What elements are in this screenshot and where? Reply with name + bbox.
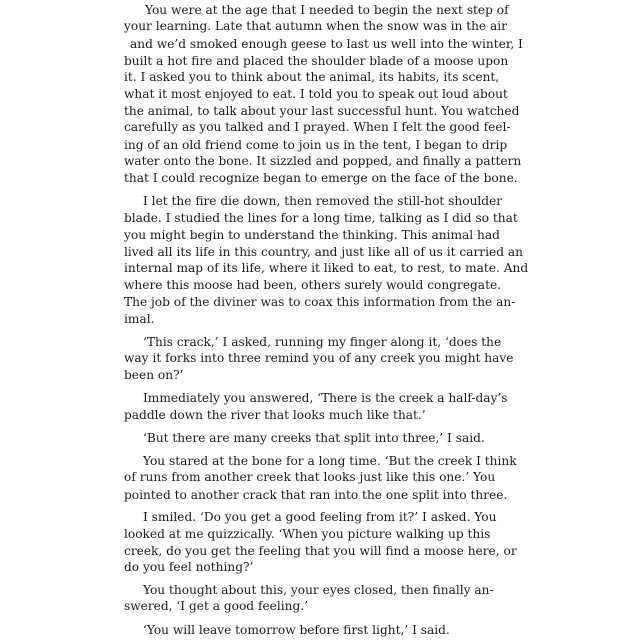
text-line: ‘This crack,’ I asked, running my finger along it, ‘does the bbox=[143, 334, 502, 349]
text-line: where this moose had been, others surely would congregate. bbox=[124, 278, 502, 293]
text-line: The job of the diviner was to coax this information from the an- bbox=[124, 294, 516, 309]
text-line: been on?’ bbox=[124, 368, 184, 383]
text-line: lived all its life in this country, and just like all of us it carried an bbox=[124, 244, 523, 259]
text-line: do you feel nothing?’ bbox=[124, 560, 254, 575]
text-line: You thought about this, your eyes closed, then finally an- bbox=[143, 583, 494, 597]
text-line: I smiled. ‘Do you get a good feeling from it?’ I asked. You bbox=[143, 510, 497, 525]
text-line: I let the fire die down, then removed the still-hot shoulder bbox=[143, 193, 503, 208]
text-line: the animal, to talk about your last successful hunt. You watched bbox=[124, 103, 520, 118]
text-line: it. I asked you to think about the animal, its habits, its scent, bbox=[124, 70, 500, 85]
text-line: ing of an old friend come to join us in the tent, I began to drip bbox=[124, 137, 508, 152]
text-line: that I could recognize began to emerge on the face of the bone. bbox=[124, 171, 518, 186]
text-line: imal. bbox=[124, 312, 155, 326]
text-line: you might begin to understand the thinking. This animal had bbox=[124, 227, 500, 242]
text-line: pointed to another crack that ran into the one split into three. bbox=[124, 487, 508, 502]
text-line: carefully as you talked and I prayed. When I felt the good feel- bbox=[124, 120, 511, 135]
text-line: blade. I studied the lines for a long time, talking as I did so that bbox=[124, 211, 518, 226]
text-line: way it forks into three remind you of any creek you might have bbox=[124, 351, 514, 366]
text-line: ‘But there are many creeks that split into three,’ I said. bbox=[143, 431, 485, 446]
text-line: your learning. Late that autumn when the snow was in the air bbox=[124, 19, 507, 34]
text-line: You stared at the bone for a long time. ‘But the creek I think bbox=[143, 453, 517, 468]
text-line: what it most enjoyed to eat. I told you to speak out loud about bbox=[124, 86, 508, 101]
text-line: internal map of its life, where it liked to eat, to rest, to mate. And bbox=[124, 261, 529, 276]
text-line: You were at the age that I needed to begin the next step of bbox=[145, 2, 509, 17]
text-line: ‘You will leave tomorrow before first light,’ I said. bbox=[143, 623, 450, 637]
text-line: paddle down the river that looks much like that.’ bbox=[124, 407, 426, 422]
text-line: swered, ‘I get a good feeling.’ bbox=[124, 599, 309, 614]
text-line: built a hot fire and placed the shoulder blade of a moose upon bbox=[124, 53, 509, 68]
text-line: and we’d smoked enough geese to last us well into the winter, I bbox=[130, 36, 523, 51]
text-line: creek, do you get the feeling that you will find a moose here, or bbox=[124, 543, 517, 558]
text-line: Immediately you answered, ‘There is the creek a half-day’s bbox=[143, 391, 508, 406]
text-line: of runs from another creek that looks just like this one.’ You bbox=[124, 470, 496, 485]
text-line: looked at me quizzically. ‘When you picture walking up this bbox=[124, 526, 491, 541]
text-line: water onto the bone. It sizzled and popped, and finally a pattern bbox=[124, 153, 522, 168]
